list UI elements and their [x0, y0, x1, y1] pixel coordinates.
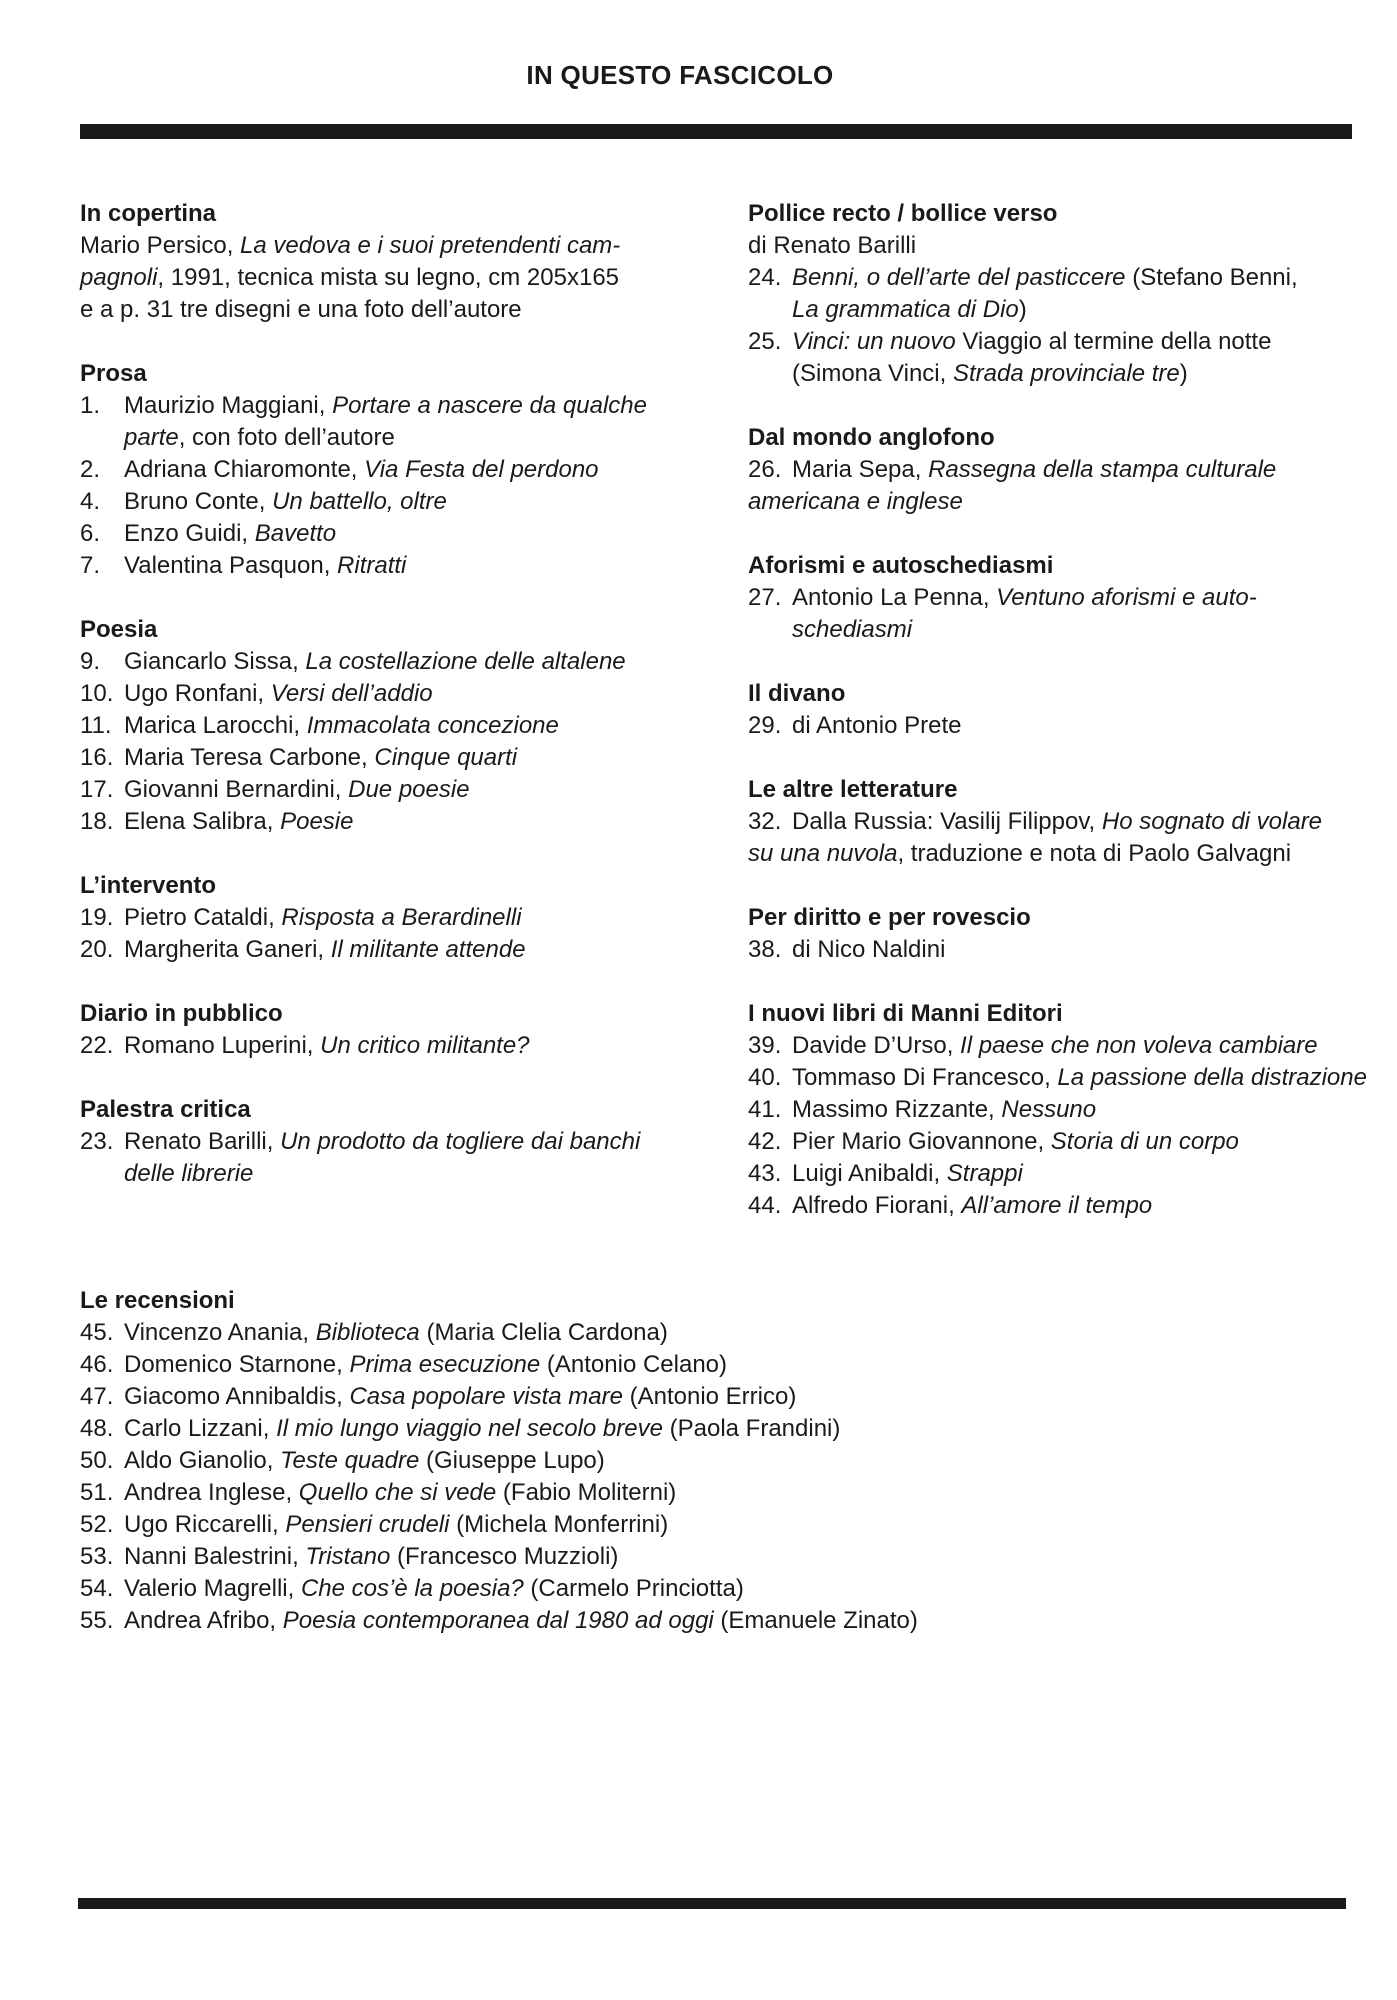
page-number: 22. — [80, 1032, 114, 1059]
entry-text — [124, 742, 700, 774]
entry-text — [124, 1509, 1080, 1541]
toc-entry — [80, 1030, 700, 1062]
toc-section — [80, 1094, 700, 1190]
plain-text: Davide D’Urso, — [792, 1032, 961, 1059]
entry-text — [124, 454, 700, 486]
section-title: L’intervento — [80, 872, 217, 899]
entry-text — [124, 710, 700, 742]
section-title: Il divano — [748, 680, 846, 707]
plain-text: Marica Larocchi, — [124, 712, 307, 739]
title-text: Prima esecuzione — [349, 1351, 541, 1378]
plain-text: di Nico Naldini — [792, 936, 946, 963]
page-number: 7. — [80, 552, 101, 579]
title-text: Che cos’è la poesia? — [300, 1575, 524, 1602]
title-text: Benni, o dell’arte del pasticcere — [792, 264, 1126, 291]
toc-entry — [748, 262, 1368, 294]
plain-text: Dalla Russia: Vasilij Filippov, — [792, 808, 1102, 835]
page-number: 41. — [748, 1096, 782, 1123]
entry-text — [124, 390, 700, 422]
plain-text: (Francesco Muzzioli) — [390, 1543, 619, 1570]
plain-text: Viaggio al termine della notte — [955, 328, 1272, 355]
page-number: 42. — [748, 1128, 782, 1155]
section-title: Diario in pubblico — [80, 1000, 283, 1027]
plain-text: Antonio La Penna, — [792, 584, 997, 611]
toc-entry — [80, 934, 700, 966]
title-text: Immacolata concezione — [306, 712, 559, 739]
toc-entry — [748, 1190, 1368, 1222]
page-number: 43. — [748, 1160, 782, 1187]
plain-text: Nanni Balestrini, — [124, 1543, 306, 1570]
plain-text: (Paola Frandini) — [662, 1415, 841, 1442]
bottom-rule — [78, 1898, 1346, 1909]
page-number: 1. — [80, 392, 101, 419]
entry-text — [124, 1126, 700, 1158]
entry-text — [124, 806, 700, 838]
plain-text: (Emanuele Zinato) — [713, 1607, 918, 1634]
page-number: 55. — [80, 1607, 114, 1634]
title-text: Il paese che non voleva cambiare — [960, 1032, 1318, 1059]
title-text: La vedova e i suoi pretendenti cam- — [240, 232, 621, 259]
title-text: Rassegna della stampa culturale — [928, 456, 1277, 483]
title-text: Due poesie — [348, 776, 470, 803]
page-number: 53. — [80, 1543, 114, 1570]
toc-entry — [80, 1381, 1080, 1413]
entry-continuation — [80, 1158, 700, 1190]
plain-text: Domenico Starnone, — [124, 1351, 350, 1378]
title-text: Strappi — [946, 1160, 1023, 1187]
title-text: Vinci: un nuovo — [792, 328, 956, 355]
plain-text: (Maria Clelia Cardona) — [419, 1319, 668, 1346]
left-column — [80, 198, 700, 1222]
page-number: 23. — [80, 1128, 114, 1155]
page-number: 9. — [80, 648, 101, 675]
title-text: Poesia contemporanea dal 1980 ad oggi — [282, 1607, 714, 1634]
title-text: Quello che si vede — [298, 1479, 497, 1506]
title-text: pagnoli — [80, 264, 158, 291]
plain-text: (Antonio Errico) — [622, 1383, 797, 1410]
title-text: parte — [124, 424, 179, 451]
entry-text — [792, 1062, 1368, 1094]
toc-entry — [748, 934, 1368, 966]
plain-text: Mario Persico, — [80, 232, 241, 259]
plain-text: e a p. 31 tre disegni e una foto dell’autore — [80, 296, 522, 323]
entry-text — [124, 518, 700, 550]
entry-text — [124, 1573, 1080, 1605]
toc-entry — [80, 518, 700, 550]
plain-text: Giacomo Annibaldis, — [124, 1383, 350, 1410]
toc-entry — [80, 550, 700, 582]
plain-text: Romano Luperini, — [124, 1032, 321, 1059]
toc-entry — [748, 710, 1368, 742]
toc-section — [748, 774, 1368, 870]
page-number: 2. — [80, 456, 101, 483]
toc-section — [80, 614, 700, 838]
toc-entry — [80, 1349, 1080, 1381]
toc-entry — [748, 1158, 1368, 1190]
plain-text: ) — [1179, 360, 1188, 387]
toc-section — [748, 198, 1368, 390]
toc-entry — [80, 1477, 1080, 1509]
entry-text — [792, 806, 1368, 838]
plain-text: (Carmelo Princiotta) — [523, 1575, 744, 1602]
plain-text: Elena Salibra, — [124, 808, 281, 835]
entry-continuation — [748, 358, 1368, 390]
entry-text — [124, 934, 700, 966]
plain-text: , con foto dell’autore — [178, 424, 395, 451]
page-number: 25. — [748, 328, 782, 355]
toc-entry — [80, 1573, 1080, 1605]
toc-entry — [80, 806, 700, 838]
title-text: La costellazione delle altalene — [305, 648, 626, 675]
section-title: In copertina — [80, 200, 217, 227]
toc-entry — [80, 742, 700, 774]
toc-section — [80, 870, 700, 966]
plain-text: Maurizio Maggiani, — [124, 392, 333, 419]
entry-text — [792, 710, 1368, 742]
entry-text — [124, 486, 700, 518]
section-title: Per diritto e per rovescio — [748, 904, 1031, 931]
entry-text — [124, 1030, 700, 1062]
title-text: Versi dell’addio — [270, 680, 433, 707]
plain-text: , 1991, tecnica mista su legno, cm 205x165 — [157, 264, 620, 291]
page-number: 19. — [80, 904, 114, 931]
entry-text — [124, 550, 700, 582]
entry-text — [792, 1030, 1368, 1062]
page-number: 50. — [80, 1447, 114, 1474]
section-title: Aforismi e autoschediasmi — [748, 552, 1054, 579]
toc-entry — [748, 1094, 1368, 1126]
page-number: 17. — [80, 776, 114, 803]
plain-text: Pier Mario Giovannone, — [792, 1128, 1051, 1155]
toc-entry — [80, 774, 700, 806]
page-number: 18. — [80, 808, 114, 835]
toc-entry — [80, 1413, 1080, 1445]
toc-entry — [80, 710, 700, 742]
plain-text: Carlo Lizzani, — [124, 1415, 277, 1442]
entry-text — [124, 1413, 1080, 1445]
section-title: Le recensioni — [80, 1287, 235, 1314]
plain-text: Valerio Magrelli, — [124, 1575, 301, 1602]
plain-text: Pietro Cataldi, — [124, 904, 282, 931]
title-text: La grammatica di Dio — [792, 296, 1019, 323]
entry-text — [124, 1317, 1080, 1349]
plain-text: Alfredo Fiorani, — [792, 1192, 962, 1219]
toc-section — [80, 998, 700, 1062]
section-title: Dal mondo anglofono — [748, 424, 995, 451]
page-number: 10. — [80, 680, 114, 707]
title-text: Ventuno aforismi e auto- — [996, 584, 1257, 611]
page-number: 16. — [80, 744, 114, 771]
section-title: Le altre letterature — [748, 776, 958, 803]
title-text: Nessuno — [1001, 1096, 1097, 1123]
page-number: 45. — [80, 1319, 114, 1346]
section-title: Palestra critica — [80, 1096, 251, 1123]
entry-text — [124, 678, 700, 710]
entry-continuation — [748, 294, 1368, 326]
plain-text: Luigi Anibaldi, — [792, 1160, 947, 1187]
plain-text: (Simona Vinci, — [792, 360, 953, 387]
page-number: 4. — [80, 488, 101, 515]
plain-text: ) — [1018, 296, 1027, 323]
plain-text: (Giuseppe Lupo) — [419, 1447, 605, 1474]
right-column — [748, 198, 1368, 1254]
title-text: Storia di un corpo — [1050, 1128, 1239, 1155]
toc-entry — [80, 1509, 1080, 1541]
section-line — [80, 294, 700, 326]
plain-text: Massimo Rizzante, — [792, 1096, 1002, 1123]
entry-text — [124, 1605, 1080, 1637]
plain-text: (Michela Monferrini) — [449, 1511, 669, 1538]
toc-entry — [748, 806, 1368, 838]
title-text: americana e inglese — [748, 488, 963, 515]
plain-text: di Antonio Prete — [792, 712, 962, 739]
plain-text: Giovanni Bernardini, — [124, 776, 349, 803]
toc-section — [80, 1285, 1080, 1637]
title-text: su una nuvola — [748, 840, 898, 867]
entry-text — [792, 262, 1368, 294]
page-number: 20. — [80, 936, 114, 963]
entry-text — [792, 582, 1368, 614]
title-text: Bavetto — [254, 520, 337, 547]
plain-text: Bruno Conte, — [124, 488, 273, 515]
section-title: Poesia — [80, 616, 158, 643]
page-number: 11. — [80, 712, 112, 739]
toc-entry — [80, 646, 700, 678]
plain-text: di Renato Barilli — [748, 232, 917, 259]
plain-text: Vincenzo Anania, — [124, 1319, 316, 1346]
entry-text — [792, 1158, 1368, 1190]
title-text: Biblioteca — [315, 1319, 420, 1346]
page-number: 40. — [748, 1064, 782, 1091]
entry-continuation — [80, 422, 700, 454]
entry-text — [792, 934, 1368, 966]
entry-text — [124, 774, 700, 806]
page-number: 51. — [80, 1479, 114, 1506]
title-text: Tristano — [305, 1543, 391, 1570]
toc-section — [748, 550, 1368, 646]
toc-entry — [80, 1317, 1080, 1349]
top-rule — [80, 124, 1352, 139]
toc-section — [80, 198, 700, 326]
entry-text — [124, 1541, 1080, 1573]
toc-entry — [748, 1062, 1368, 1094]
entry-continuation — [748, 614, 1368, 646]
plain-text: Valentina Pasquon, — [124, 552, 338, 579]
title-text: Via Festa del perdono — [364, 456, 599, 483]
entry-text — [124, 1381, 1080, 1413]
plain-text: Aldo Gianolio, — [124, 1447, 281, 1474]
title-text: All’amore il tempo — [961, 1192, 1153, 1219]
entry-text — [124, 646, 700, 678]
entry-continuation — [748, 838, 1368, 870]
page-number: 44. — [748, 1192, 782, 1219]
entry-text — [792, 454, 1368, 486]
page-number: 29. — [748, 712, 782, 739]
plain-text: Enzo Guidi, — [124, 520, 255, 547]
title-text: Portare a nascere da qualche — [332, 392, 647, 419]
page-number: 52. — [80, 1511, 114, 1538]
page-number: 32. — [748, 808, 782, 835]
page-number: 24. — [748, 264, 782, 291]
section-line — [80, 230, 700, 262]
page-number: 6. — [80, 520, 101, 547]
toc-section — [80, 358, 700, 582]
toc-entry — [80, 390, 700, 422]
page-number: 48. — [80, 1415, 114, 1442]
plain-text: , traduzione e nota di Paolo Galvagni — [897, 840, 1292, 867]
entry-text — [792, 1126, 1368, 1158]
page-number: 39. — [748, 1032, 782, 1059]
toc-entry — [80, 486, 700, 518]
plain-text: Andrea Afribo, — [124, 1607, 283, 1634]
plain-text: Margherita Ganeri, — [124, 936, 331, 963]
toc-section — [748, 678, 1368, 742]
title-text: Strada provinciale tre — [952, 360, 1180, 387]
page-number: 38. — [748, 936, 782, 963]
title-text: Risposta a Berardinelli — [281, 904, 522, 931]
section-title: I nuovi libri di Manni Editori — [748, 1000, 1063, 1027]
plain-text: Renato Barilli, — [124, 1128, 281, 1155]
entry-text — [124, 1445, 1080, 1477]
toc-entry — [80, 1445, 1080, 1477]
entry-text — [792, 1190, 1368, 1222]
plain-text: Giancarlo Sissa, — [124, 648, 306, 675]
plain-text: (Stefano Benni, — [1125, 264, 1298, 291]
plain-text: Maria Teresa Carbone, — [124, 744, 375, 771]
plain-text: Ugo Riccarelli, — [124, 1511, 286, 1538]
toc-entry — [80, 1605, 1080, 1637]
title-text: schediasmi — [792, 616, 913, 643]
title-text: Poesie — [280, 808, 354, 835]
title-text: delle librerie — [124, 1160, 254, 1187]
plain-text: Ugo Ronfani, — [124, 680, 271, 707]
toc-entry — [748, 1030, 1368, 1062]
toc-section — [748, 422, 1368, 518]
toc-entry — [748, 326, 1368, 358]
toc-entry — [80, 454, 700, 486]
toc-section — [748, 998, 1368, 1222]
entry-text — [124, 902, 700, 934]
entry-text — [124, 1349, 1080, 1381]
section-title: Prosa — [80, 360, 147, 387]
page-number: 54. — [80, 1575, 114, 1602]
title-text: Il mio lungo viaggio nel secolo breve — [276, 1415, 663, 1442]
toc-entry — [748, 454, 1368, 486]
toc-entry — [80, 678, 700, 710]
title-text: Un prodotto da togliere dai banchi — [280, 1128, 641, 1155]
section-title: Pollice recto / bollice verso — [748, 200, 1058, 227]
page-number: 27. — [748, 584, 782, 611]
entry-text — [124, 1477, 1080, 1509]
page-number: 46. — [80, 1351, 114, 1378]
toc-entry — [80, 1126, 700, 1158]
reviews-column — [80, 1285, 1080, 1669]
plain-text: (Antonio Celano) — [540, 1351, 728, 1378]
toc-entry — [748, 582, 1368, 614]
section-line — [748, 230, 1368, 262]
toc-entry — [80, 902, 700, 934]
title-text: Teste quadre — [280, 1447, 420, 1474]
plain-text: Maria Sepa, — [792, 456, 929, 483]
page-number: 47. — [80, 1383, 114, 1410]
plain-text: Adriana Chiaromonte, — [124, 456, 365, 483]
title-text: Un critico militante? — [320, 1032, 530, 1059]
title-text: Pensieri crudeli — [285, 1511, 450, 1538]
title-text: Ho sognato di volare — [1101, 808, 1323, 835]
plain-text: Andrea Inglese, — [124, 1479, 299, 1506]
title-text: Un battello, oltre — [272, 488, 447, 515]
entry-text — [792, 326, 1368, 358]
toc-entry — [80, 1541, 1080, 1573]
title-text: La passione della distrazione — [1057, 1064, 1367, 1091]
section-line — [80, 262, 700, 294]
toc-entry — [748, 1126, 1368, 1158]
entry-continuation — [748, 486, 1368, 518]
plain-text: (Fabio Moliterni) — [496, 1479, 677, 1506]
page-title: IN QUESTO FASCICOLO — [526, 60, 834, 90]
title-text: Cinque quarti — [374, 744, 518, 771]
title-text: Ritratti — [337, 552, 407, 579]
toc-section — [748, 902, 1368, 966]
title-text: Casa popolare vista mare — [349, 1383, 623, 1410]
page-number: 26. — [748, 456, 782, 483]
plain-text: Tommaso Di Francesco, — [792, 1064, 1058, 1091]
title-text: Il militante attende — [330, 936, 526, 963]
entry-text — [792, 1094, 1368, 1126]
